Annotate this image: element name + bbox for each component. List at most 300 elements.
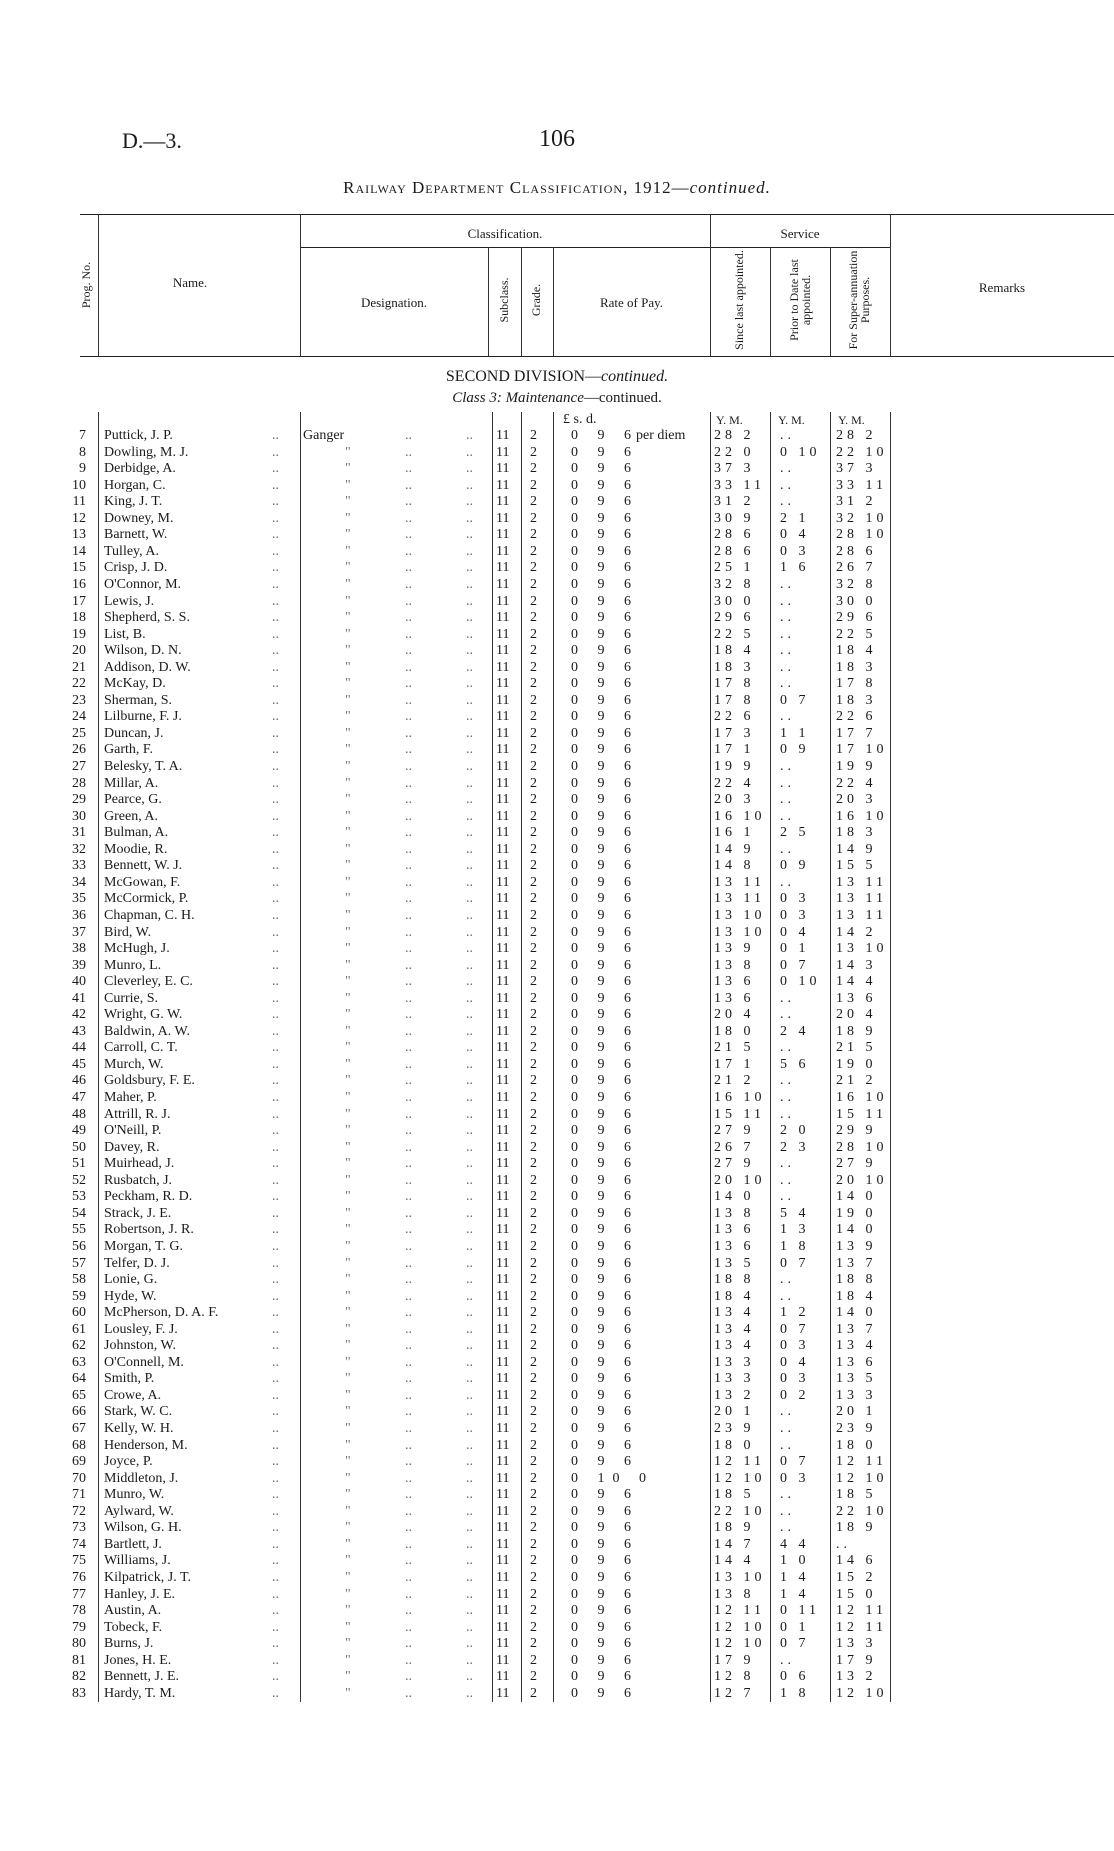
rate-cell: 0 9 6 (571, 1023, 639, 1039)
prior-cell: .. (780, 1288, 795, 1304)
col-rule-designation (488, 247, 489, 356)
grade-cell: 2 (530, 692, 537, 708)
leader-dots: .. (466, 593, 473, 609)
name-cell: Goldsbury, F. E. (104, 1073, 195, 1089)
leader-dots: .. (466, 461, 473, 477)
prior-cell: 1 8 (780, 1685, 810, 1701)
prior-cell: .. (780, 659, 795, 675)
since-cell: 20 4 (714, 1007, 755, 1023)
prior-cell: 0 1 (780, 941, 810, 957)
prog-no-cell: 70 (72, 1470, 86, 1486)
leader-dots: .. (405, 1586, 412, 1602)
subclass-cell: 11 (496, 1652, 510, 1668)
rate-cell: 0 9 6 (571, 659, 639, 675)
ditto-mark: " (345, 1056, 351, 1072)
name-cell: Duncan, J. (104, 725, 164, 741)
since-cell: 22 10 (714, 1503, 766, 1519)
leader-dots: .. (272, 792, 279, 808)
ditto-mark: " (345, 1404, 351, 1420)
leader-dots: .. (405, 1603, 412, 1619)
grade-cell: 2 (530, 428, 537, 443)
subclass-cell: 11 (496, 1222, 510, 1238)
leader-dots: .. (405, 1272, 412, 1288)
super-cell: 13 6 (836, 1354, 877, 1370)
name-cell: Middleton, J. (104, 1470, 179, 1486)
leader-dots: .. (466, 1272, 473, 1288)
leader-dots: .. (405, 1040, 412, 1056)
subclass-cell: 11 (496, 990, 510, 1006)
grade-cell: 2 (530, 725, 537, 741)
leader-dots: .. (466, 775, 473, 791)
rate-cell: 0 9 6 (571, 725, 639, 741)
prior-cell: 0 3 (780, 1470, 810, 1486)
name-cell: Stark, W. C. (104, 1404, 173, 1420)
prog-no-cell: 64 (72, 1371, 86, 1387)
prog-no-cell: 69 (72, 1454, 86, 1470)
prior-cell: 0 4 (780, 1354, 810, 1370)
rate-cell: 0 9 6 (571, 990, 639, 1006)
grade-cell: 2 (530, 1156, 537, 1172)
since-cell: 12 10 (714, 1470, 766, 1486)
leader-dots: .. (466, 709, 473, 725)
leader-dots: .. (405, 477, 412, 493)
leader-dots: .. (405, 576, 412, 592)
leader-dots: .. (466, 1073, 473, 1089)
leader-dots: .. (466, 1569, 473, 1585)
rate-cell: 0 9 6 (571, 1685, 639, 1701)
since-cell: 26 7 (714, 1139, 755, 1155)
ditto-mark: " (345, 808, 351, 824)
since-cell: 20 10 (714, 1172, 766, 1188)
ditto-mark: " (345, 924, 351, 940)
leader-dots: .. (466, 1536, 473, 1552)
grade-cell: 2 (530, 1321, 537, 1337)
rate-cell: 0 9 6 (571, 1139, 639, 1155)
leader-dots: .. (272, 1139, 279, 1155)
rate-cell: 0 9 6 (571, 477, 639, 493)
ditto-mark: " (345, 1090, 351, 1105)
name-cell: Currie, S. (104, 990, 159, 1006)
rate-cell: 0 9 6 (571, 543, 639, 559)
table-row (0, 428, 1114, 445)
super-cell: 14 0 (836, 1222, 877, 1238)
prog-no-cell: 65 (72, 1387, 86, 1403)
leader-dots: .. (466, 1553, 473, 1569)
super-cell: 30 0 (836, 593, 877, 609)
rate-cell: 0 9 6 (571, 709, 639, 725)
leader-dots: .. (466, 941, 473, 957)
subclass-cell: 11 (496, 742, 510, 758)
rate-cell: 0 9 6 (571, 907, 639, 923)
since-cell: 16 10 (714, 1090, 766, 1105)
since-cell: 29 6 (714, 610, 755, 626)
subclass-cell: 11 (496, 576, 510, 592)
table-row (0, 1471, 1114, 1488)
table-row (0, 1355, 1114, 1372)
ditto-mark: " (345, 1569, 351, 1585)
ditto-mark: " (345, 1023, 351, 1039)
super-cell: .. (836, 1536, 851, 1552)
subclass-cell: 11 (496, 1354, 510, 1370)
table-row (0, 494, 1114, 511)
since-cell: 13 5 (714, 1255, 755, 1271)
subclass-cell: 11 (496, 1603, 510, 1619)
table-row (0, 809, 1114, 826)
grade-cell: 2 (530, 1305, 537, 1321)
subclass-cell: 11 (496, 1569, 510, 1585)
rate-cell: 0 9 6 (571, 1636, 639, 1652)
subclass-cell: 11 (496, 841, 510, 857)
leader-dots: .. (466, 1040, 473, 1056)
grade-cell: 2 (530, 808, 537, 824)
prog-no-cell: 8 (79, 444, 86, 460)
subclass-cell: 11 (496, 1520, 510, 1536)
leader-dots: .. (272, 461, 279, 477)
table-row (0, 1107, 1114, 1124)
table-row (0, 842, 1114, 859)
table-row (0, 693, 1114, 710)
leader-dots: .. (272, 1189, 279, 1205)
subclass-cell: 11 (496, 759, 510, 774)
leader-dots: .. (272, 1454, 279, 1470)
prog-no-cell: 26 (72, 742, 86, 758)
ditto-mark: " (345, 709, 351, 725)
leader-dots: .. (466, 792, 473, 808)
leader-dots: .. (272, 1536, 279, 1552)
grade-cell: 2 (530, 1404, 537, 1420)
super-cell: 13 7 (836, 1321, 877, 1337)
grade-cell: 2 (530, 891, 537, 907)
leader-dots: .. (405, 957, 412, 973)
grade-cell: 2 (530, 676, 537, 692)
ditto-mark: " (345, 1437, 351, 1453)
leader-dots: .. (272, 1106, 279, 1122)
table-row (0, 660, 1114, 677)
subclass-cell: 11 (496, 477, 510, 493)
prog-no-cell: 77 (72, 1586, 86, 1602)
leader-dots: .. (405, 858, 412, 874)
leader-dots: .. (272, 1040, 279, 1056)
table-row (0, 1239, 1114, 1256)
subclass-cell: 11 (496, 543, 510, 559)
leader-dots: .. (272, 775, 279, 791)
subclass-cell: 11 (496, 1619, 510, 1635)
name-cell: Jones, H. E. (104, 1652, 172, 1668)
leader-dots: .. (272, 477, 279, 493)
subclass-cell: 11 (496, 1586, 510, 1602)
leader-dots: .. (405, 1421, 412, 1436)
header-name: Name. (172, 275, 208, 290)
leader-dots: .. (405, 1172, 412, 1188)
rate-cell: 0 9 6 (571, 1652, 639, 1668)
prog-no-cell: 15 (72, 560, 86, 576)
leader-dots: .. (405, 676, 412, 692)
super-cell: 13 11 (836, 907, 887, 923)
ditto-mark: " (345, 1454, 351, 1470)
prog-no-cell: 35 (72, 891, 86, 907)
ditto-mark: " (345, 676, 351, 692)
subclass-cell: 11 (496, 1371, 510, 1387)
prior-cell: 0 11 (780, 1603, 820, 1619)
prior-cell: .. (780, 1040, 795, 1056)
table-row (0, 1653, 1114, 1670)
super-cell: 20 3 (836, 792, 877, 808)
leader-dots: .. (272, 626, 279, 642)
name-cell: King, J. T. (104, 494, 163, 510)
leader-dots: .. (272, 808, 279, 824)
header-for-super: For Super-annuation Purposes. (846, 250, 872, 350)
prior-cell: .. (780, 626, 795, 642)
ditto-mark: " (345, 1238, 351, 1254)
rate-cell: 0 9 6 (571, 1603, 639, 1619)
prog-no-cell: 51 (72, 1156, 86, 1172)
name-cell: Crisp, J. D. (104, 560, 168, 576)
prog-no-cell: 33 (72, 858, 86, 874)
subclass-cell: 11 (496, 1338, 510, 1354)
super-cell: 16 10 (836, 1090, 888, 1105)
prog-no-cell: 11 (72, 494, 86, 510)
rate-cell: 0 9 6 (571, 1520, 639, 1536)
since-cell: 18 9 (714, 1520, 755, 1536)
since-cell: 25 1 (714, 560, 755, 576)
leader-dots: .. (405, 1288, 412, 1304)
prior-cell: .. (780, 1520, 795, 1536)
header-designation: Designation. (360, 295, 428, 310)
super-cell: 32 8 (836, 576, 877, 592)
rate-cell: 0 9 6 (571, 1172, 639, 1188)
subclass-cell: 11 (496, 461, 510, 477)
super-cell: 14 3 (836, 957, 877, 973)
name-cell: Garth, F. (104, 742, 154, 758)
grade-cell: 2 (530, 477, 537, 493)
since-cell: 12 7 (714, 1685, 755, 1701)
prog-no-cell: 78 (72, 1603, 86, 1619)
super-cell: 28 2 (836, 428, 877, 443)
col-rule-prior (830, 247, 831, 356)
prior-cell: 5 4 (780, 1205, 810, 1221)
leader-dots: .. (466, 1520, 473, 1536)
leader-dots: .. (405, 1305, 412, 1321)
leader-dots: .. (405, 1338, 412, 1354)
name-cell: Williams, J. (104, 1553, 171, 1569)
leader-dots: .. (405, 725, 412, 741)
leader-dots: .. (466, 1172, 473, 1188)
table-row (0, 1322, 1114, 1339)
grade-cell: 2 (530, 1189, 537, 1205)
prog-no-cell: 79 (72, 1619, 86, 1635)
table-row (0, 511, 1114, 528)
leader-dots: .. (272, 1553, 279, 1569)
leader-dots: .. (466, 858, 473, 874)
rate-cell: 0 9 6 (571, 1321, 639, 1337)
ditto-mark: " (345, 461, 351, 477)
super-cell: 18 4 (836, 643, 877, 659)
rate-cell: 0 9 6 (571, 974, 639, 990)
prior-cell: .. (780, 1073, 795, 1089)
table-row (0, 726, 1114, 743)
leader-dots: .. (466, 1421, 473, 1436)
leader-dots: .. (466, 560, 473, 576)
grade-cell: 2 (530, 1553, 537, 1569)
grade-cell: 2 (530, 1437, 537, 1453)
table-row (0, 1438, 1114, 1455)
since-cell: 13 6 (714, 1222, 755, 1238)
prior-cell: 1 4 (780, 1569, 810, 1585)
table-row (0, 1007, 1114, 1024)
prog-no-cell: 43 (72, 1023, 86, 1039)
grade-cell: 2 (530, 610, 537, 626)
table-row (0, 974, 1114, 991)
ym-units-super: Y. M. (838, 413, 865, 427)
super-cell: 15 0 (836, 1586, 877, 1602)
ditto-mark: " (345, 907, 351, 923)
name-cell: Murch, W. (104, 1056, 164, 1072)
table-row (0, 1156, 1114, 1173)
ditto-mark: " (345, 1619, 351, 1635)
super-cell: 13 7 (836, 1255, 877, 1271)
name-cell: Hyde, W. (104, 1288, 157, 1304)
leader-dots: .. (466, 891, 473, 907)
leader-dots: .. (466, 1387, 473, 1403)
subclass-cell: 11 (496, 1669, 510, 1685)
name-cell: Green, A. (104, 808, 159, 824)
prog-no-cell: 48 (72, 1106, 86, 1122)
leader-dots: .. (466, 990, 473, 1006)
leader-dots: .. (405, 1685, 412, 1701)
super-cell: 22 6 (836, 709, 877, 725)
super-cell: 28 10 (836, 1139, 888, 1155)
prior-cell: .. (780, 428, 795, 443)
document-reference: D.—3. (122, 128, 182, 153)
rate-cell: 0 9 6 (571, 1404, 639, 1420)
prior-cell: 0 2 (780, 1387, 810, 1403)
prog-no-cell: 50 (72, 1139, 86, 1155)
leader-dots: .. (466, 1669, 473, 1685)
leader-dots: .. (466, 626, 473, 642)
subclass-cell: 11 (496, 428, 510, 443)
ditto-mark: " (345, 1272, 351, 1288)
subclass-cell: 11 (496, 924, 510, 940)
ditto-mark: " (345, 1040, 351, 1056)
ditto-mark: " (345, 1205, 351, 1221)
header-top-rule (80, 214, 1114, 215)
super-cell: 17 9 (836, 1652, 877, 1668)
table-row (0, 891, 1114, 908)
rate-cell: 0 9 6 (571, 1007, 639, 1023)
name-cell: Joyce, P. (104, 1454, 153, 1470)
prior-cell: .. (780, 808, 795, 824)
ditto-mark: " (345, 725, 351, 741)
leader-dots: .. (405, 1238, 412, 1254)
leader-dots: .. (466, 1205, 473, 1221)
since-cell: 13 8 (714, 1586, 755, 1602)
leader-dots: .. (405, 543, 412, 559)
leader-dots: .. (272, 1470, 279, 1486)
money-units: £ s. d. (563, 412, 597, 427)
name-cell: Munro, L. (104, 957, 162, 973)
table-row (0, 1305, 1114, 1322)
since-cell: 18 3 (714, 659, 755, 675)
table-row (0, 594, 1114, 611)
ditto-mark: " (345, 1520, 351, 1536)
name-cell: Tulley, A. (104, 543, 159, 559)
table-row (0, 1587, 1114, 1604)
grade-cell: 2 (530, 941, 537, 957)
prior-cell: 0 7 (780, 1454, 810, 1470)
super-cell: 14 0 (836, 1305, 877, 1321)
prior-cell: .. (780, 775, 795, 791)
since-cell: 18 5 (714, 1487, 755, 1503)
prog-no-cell: 17 (72, 593, 86, 609)
since-cell: 12 10 (714, 1619, 766, 1635)
since-cell: 13 10 (714, 1569, 766, 1585)
leader-dots: .. (466, 428, 473, 443)
ditto-mark: " (345, 825, 351, 841)
leader-dots: .. (405, 692, 412, 708)
table-row (0, 1189, 1114, 1206)
leader-dots: .. (466, 1023, 473, 1039)
super-cell: 28 10 (836, 527, 888, 543)
name-cell: Puttick, J. P. (104, 428, 173, 443)
rate-cell: 0 9 6 (571, 576, 639, 592)
subclass-cell: 11 (496, 725, 510, 741)
super-cell: 21 2 (836, 1073, 877, 1089)
leader-dots: .. (466, 1619, 473, 1635)
leader-dots: .. (272, 974, 279, 990)
since-cell: 18 0 (714, 1023, 755, 1039)
name-cell: Peckham, R. D. (104, 1189, 193, 1205)
ditto-mark: " (345, 1354, 351, 1370)
leader-dots: .. (466, 576, 473, 592)
table-row (0, 759, 1114, 776)
ditto-mark: " (345, 1172, 351, 1188)
leader-dots: .. (272, 1354, 279, 1370)
leader-dots: .. (466, 1636, 473, 1652)
prior-cell: .. (780, 1007, 795, 1023)
leader-dots: .. (405, 709, 412, 725)
leader-dots: .. (272, 841, 279, 857)
rate-cell: 0 9 6 (571, 1073, 639, 1089)
subclass-cell: 11 (496, 1421, 510, 1436)
super-cell: 22 5 (836, 626, 877, 642)
ditto-mark: " (345, 1652, 351, 1668)
super-cell: 13 11 (836, 874, 887, 890)
prior-cell: 0 7 (780, 1255, 810, 1271)
rate-cell: 0 9 6 (571, 1040, 639, 1056)
prior-cell: 0 9 (780, 858, 810, 874)
rate-cell: 0 9 6 (571, 1156, 639, 1172)
super-cell: 14 4 (836, 974, 877, 990)
leader-dots: .. (405, 1387, 412, 1403)
prior-cell: 1 6 (780, 560, 810, 576)
name-cell: Millar, A. (104, 775, 159, 791)
header-bottom-rule (80, 356, 1114, 357)
classification-underline (300, 247, 710, 248)
rate-cell: 0 9 6 (571, 808, 639, 824)
prog-no-cell: 74 (72, 1536, 86, 1552)
leader-dots: .. (466, 1222, 473, 1238)
since-cell: 21 5 (714, 1040, 755, 1056)
super-cell: 15 2 (836, 1569, 877, 1585)
grade-cell: 2 (530, 709, 537, 725)
class-name: Maintenance (505, 390, 584, 406)
rate-cell: 0 9 6 (571, 957, 639, 973)
grade-cell: 2 (530, 494, 537, 510)
subclass-cell: 11 (496, 1454, 510, 1470)
super-cell: 12 10 (836, 1685, 888, 1701)
subclass-cell: 11 (496, 643, 510, 659)
subclass-cell: 11 (496, 1106, 510, 1122)
